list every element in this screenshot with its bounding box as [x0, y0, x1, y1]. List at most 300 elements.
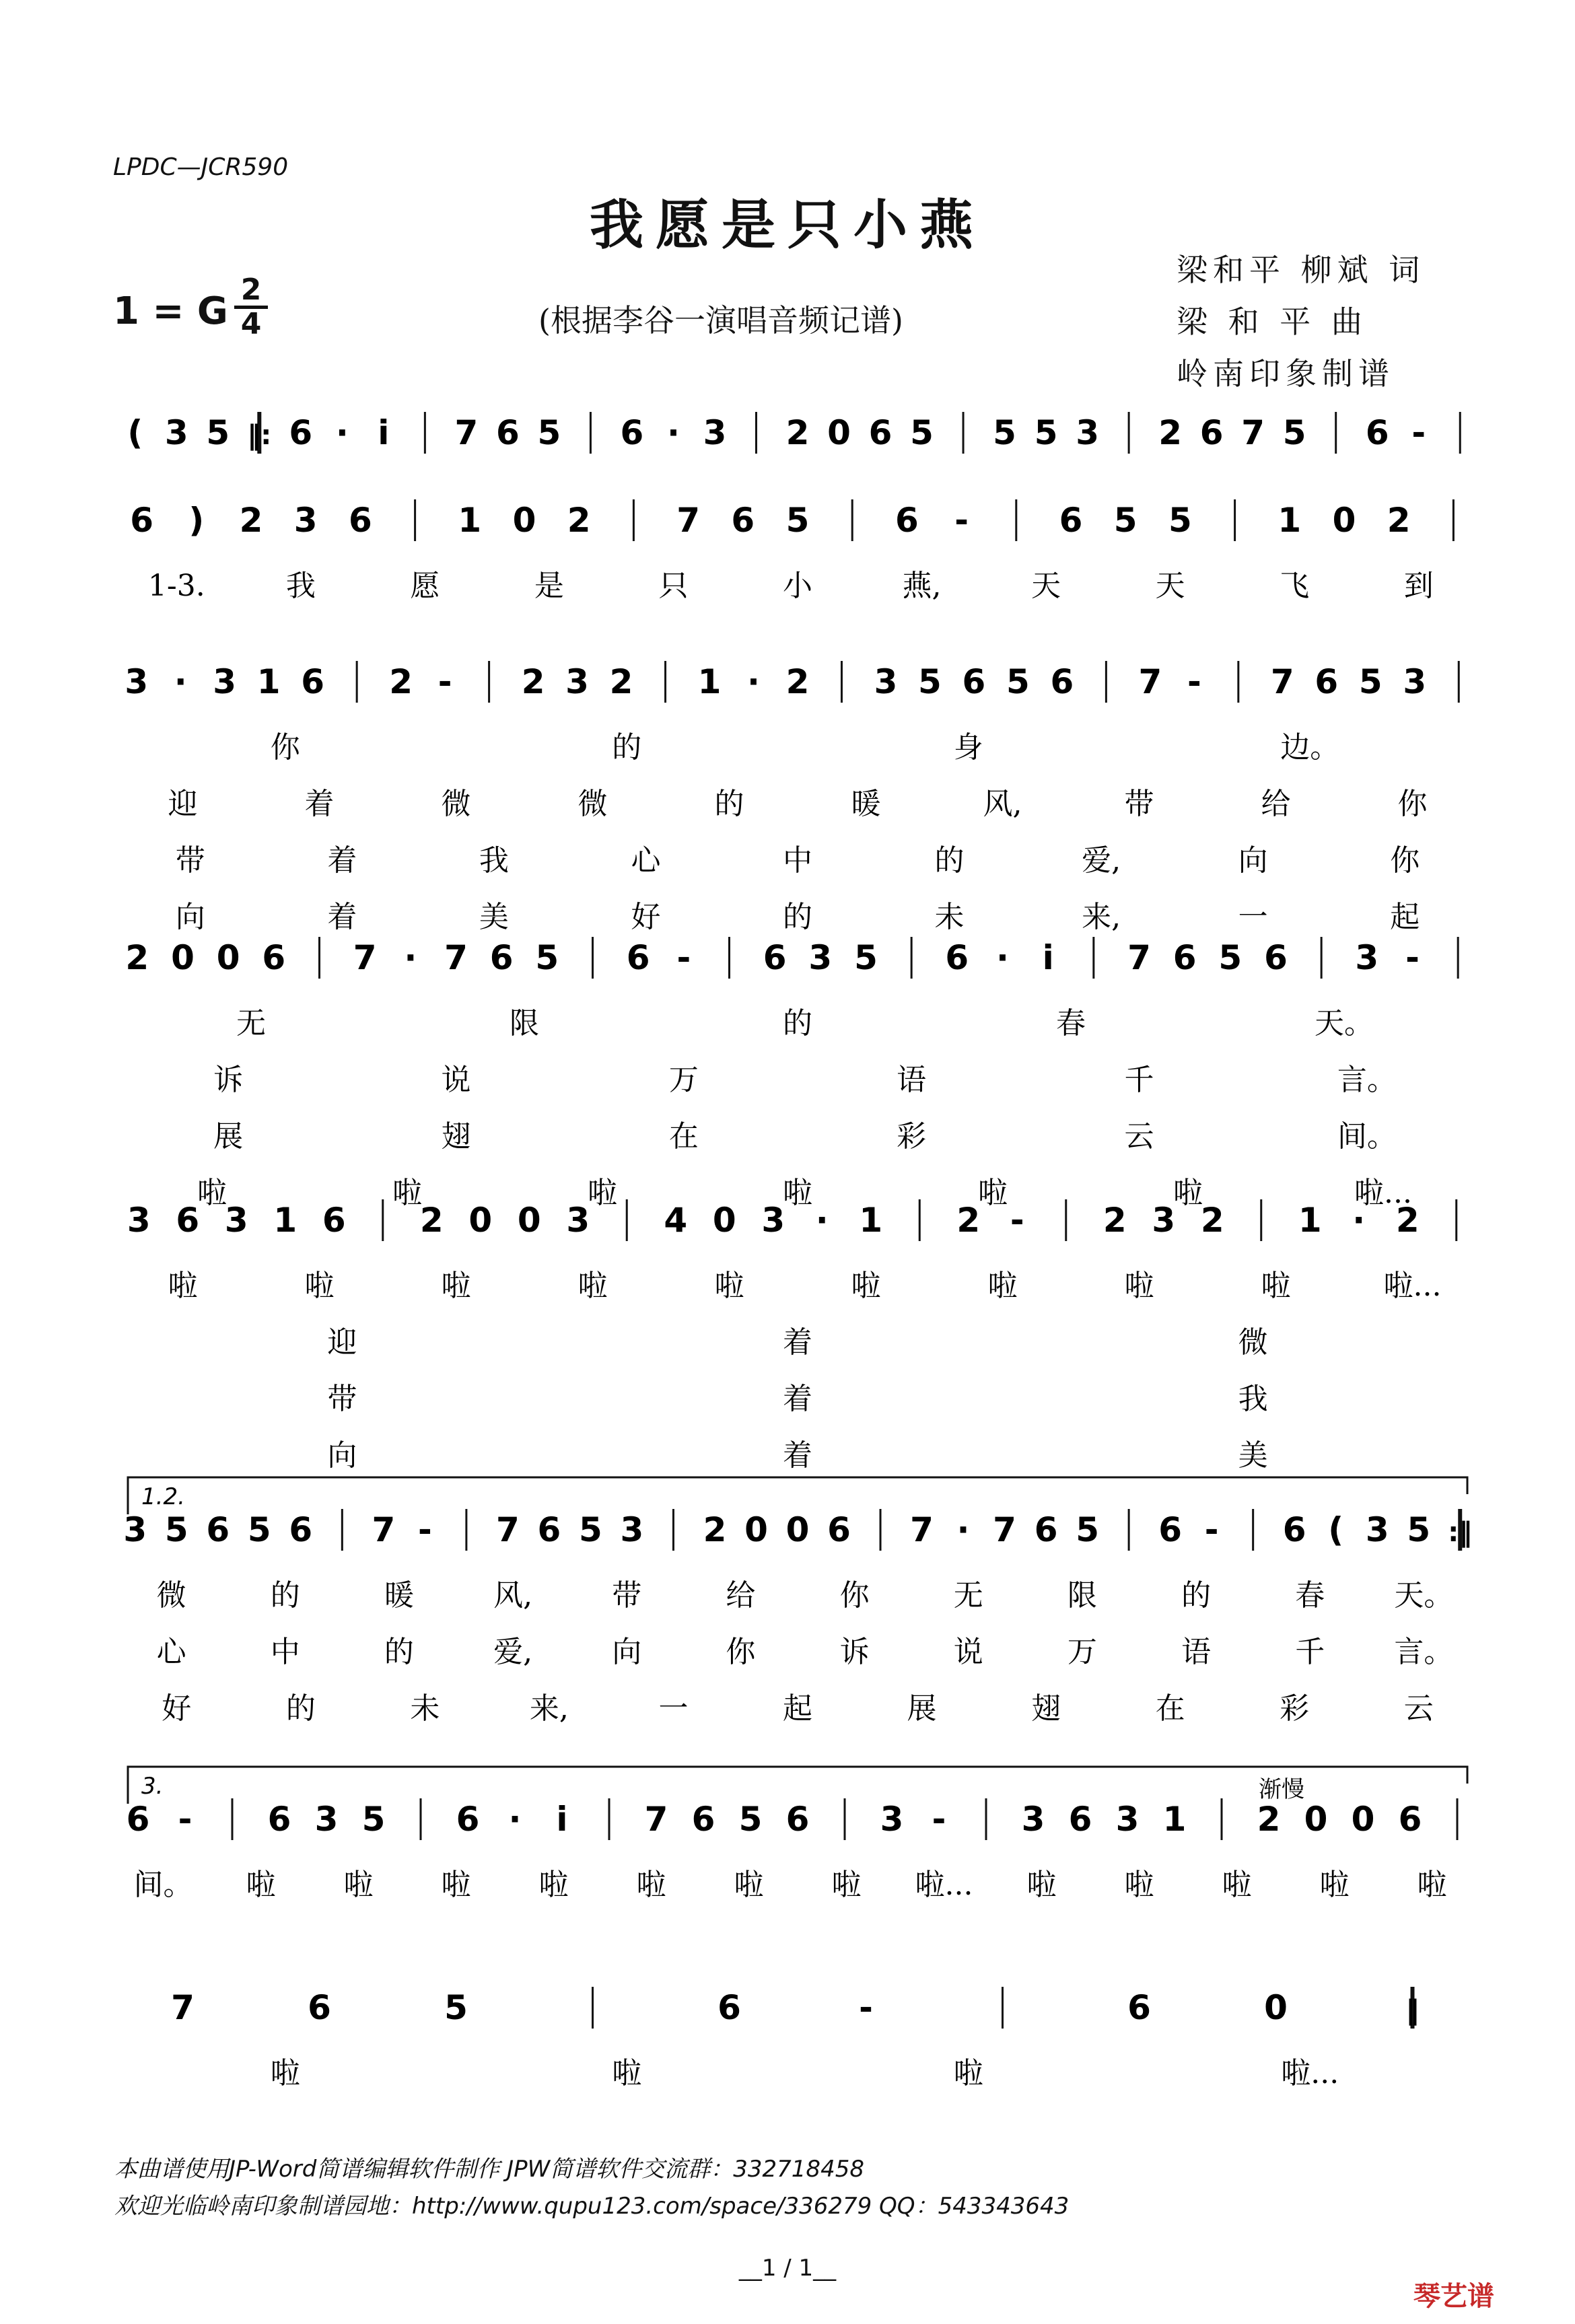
lyric-syllable: 云 — [1403, 1691, 1434, 1726]
footer-line-2: 欢迎光临岭南印象制谱园地：http://www.qupu123.com/space/336279 QQ：543343643 — [114, 2193, 1070, 2220]
lyric-syllable: 春 — [1295, 1578, 1325, 1613]
note: - — [1187, 662, 1201, 701]
lyric-syllable: 向 — [327, 1438, 357, 1473]
lyric-syllable: 啦 — [270, 2056, 300, 2090]
note: 7 — [1138, 662, 1162, 701]
note: 0 — [1264, 1988, 1288, 2027]
lyric-syllable: 啦 — [441, 1269, 471, 1303]
lyric-syllable: 着 — [783, 1382, 812, 1416]
note: 7 — [676, 501, 700, 540]
note: 1 — [859, 1201, 883, 1240]
lyric-syllable: 只 — [658, 569, 689, 603]
note: · — [508, 1800, 522, 1839]
lyric-syllable: 啦 — [197, 1176, 227, 1210]
lyric-syllable: 言。 — [1337, 1063, 1397, 1097]
note: 3 — [1152, 1201, 1176, 1240]
note: 5 — [1282, 413, 1306, 452]
lyric-syllable: 啦 — [987, 1269, 1018, 1303]
note: 2 — [1257, 1800, 1281, 1839]
note: 3 — [1076, 413, 1100, 452]
note: 6 — [1059, 501, 1083, 540]
note: 5 — [738, 1800, 763, 1839]
note: 7 — [495, 1510, 520, 1549]
time-signature-top: 2 — [240, 273, 262, 307]
page-number: __1 / 1__ — [738, 2255, 837, 2282]
note: 6 — [962, 662, 986, 701]
note: 6 — [206, 1510, 230, 1549]
note: 6 — [1158, 1510, 1183, 1549]
lyric-syllable: 的 — [783, 900, 812, 934]
note: 3 — [1115, 1800, 1140, 1839]
note: 0 — [785, 1510, 810, 1549]
lyric-syllable: 天。 — [1394, 1578, 1454, 1613]
note: 6 — [626, 938, 650, 977]
note: 6 — [289, 413, 313, 452]
lyric-syllable: 的 — [384, 1635, 414, 1669]
note: 5 — [1113, 501, 1138, 540]
note: · — [666, 413, 680, 452]
lyric-syllable: 着 — [327, 843, 357, 878]
lyric-syllable: 语 — [1181, 1635, 1212, 1669]
lyric-syllable: 美 — [1238, 1438, 1268, 1473]
note: 7 — [1127, 938, 1151, 977]
note: 2 — [1158, 413, 1183, 452]
lyric-syllable: 诉 — [839, 1635, 870, 1669]
note: 6 — [731, 501, 755, 540]
note: 1 — [273, 1201, 298, 1240]
lyric-syllable: 着 — [783, 1438, 812, 1473]
lyric-syllable: 啦 — [343, 1868, 374, 1902]
note: 3 — [1403, 662, 1427, 701]
note: - — [1204, 1510, 1219, 1549]
note: 6 — [945, 938, 969, 977]
note: - — [417, 1510, 432, 1549]
note: 0 — [712, 1201, 736, 1240]
lyric-syllable: 啦... — [1354, 1176, 1412, 1210]
note: 6 — [1034, 1510, 1058, 1549]
lyric-syllable: 啦... — [915, 1868, 973, 1902]
note: 1 — [1298, 1201, 1322, 1240]
note: - — [1405, 938, 1420, 977]
lyric-syllable: 间。 — [1337, 1119, 1397, 1154]
note: 6 — [1127, 1988, 1151, 2027]
note: 0 — [744, 1510, 768, 1549]
lyric-syllable: 啦 — [612, 2056, 642, 2090]
note: 2 — [419, 1201, 444, 1240]
note: 6 — [1398, 1800, 1422, 1839]
lyric-syllable: 在 — [668, 1119, 699, 1154]
lyric-syllable: 你 — [270, 730, 300, 765]
lyric-syllable: 的 — [612, 730, 642, 765]
note: 5 — [785, 501, 810, 540]
note: 0 — [1332, 501, 1356, 540]
note: i — [1042, 938, 1054, 977]
note: 5 — [910, 413, 934, 452]
lyric-syllable: 到 — [1403, 569, 1434, 603]
score-code: LPDC—JCR590 — [113, 153, 289, 181]
volta-label: 1.2. — [141, 1483, 185, 1510]
note: 2 — [609, 662, 633, 701]
lyric-syllable: 的 — [285, 1691, 316, 1726]
lyric-syllable: 的 — [270, 1578, 300, 1613]
lyric-syllable: 微 — [156, 1578, 186, 1613]
lyric-syllable: 一 — [1238, 900, 1268, 934]
note: - — [1411, 413, 1426, 452]
note: 3 — [703, 413, 727, 452]
note: 6 — [301, 662, 325, 701]
lyric-syllable: 无 — [953, 1578, 983, 1613]
lyric-syllable: 中 — [783, 843, 812, 878]
lyric-syllable: 啦 — [714, 1269, 744, 1303]
note: 7 — [171, 1988, 195, 2027]
note: 0 — [517, 1201, 541, 1240]
time-signature-bottom: 4 — [240, 307, 262, 341]
note: 0 — [1304, 1800, 1328, 1839]
note: 7 — [910, 1510, 934, 1549]
note: · — [815, 1201, 829, 1240]
lyric-syllable: 啦 — [538, 1868, 569, 1902]
note: 6 — [827, 1510, 851, 1549]
note: 7 — [644, 1800, 668, 1839]
lyric-syllable: 来, — [1082, 900, 1121, 934]
lyric-syllable: 向 — [612, 1635, 642, 1669]
note: 6 — [691, 1800, 715, 1839]
note: 3 — [566, 1201, 590, 1240]
lyric-syllable: 啦 — [636, 1868, 666, 1902]
note: 0 — [171, 938, 195, 977]
note: 2 — [956, 1201, 981, 1240]
lyric-syllable: 着 — [783, 1325, 812, 1360]
note: 6 — [1050, 662, 1074, 701]
lyric-syllable: 说 — [441, 1063, 471, 1097]
note: 2 — [1200, 1201, 1224, 1240]
note: 3 — [761, 1201, 785, 1240]
note: 6 — [1365, 413, 1389, 452]
lyric-syllable: 语 — [897, 1063, 927, 1097]
lyric-syllable: 飞 — [1280, 569, 1310, 603]
lyric-syllable: 我 — [479, 843, 509, 878]
lyric-syllable: 微 — [578, 787, 608, 821]
lyric-syllable: 限 — [1067, 1578, 1097, 1613]
lyric-syllable: 春 — [1056, 1006, 1086, 1041]
note: ( — [1328, 1510, 1344, 1549]
lyric-syllable: 啦 — [246, 1868, 276, 1902]
lyric-syllable: 你 — [1397, 787, 1428, 821]
note: 3 — [565, 662, 589, 701]
lyric-syllable: 啦 — [783, 1176, 812, 1210]
lyric-syllable: 微 — [441, 787, 471, 821]
note: 5 — [993, 413, 1016, 452]
note: 2 — [1387, 501, 1411, 540]
lyric-syllable: 爱, — [1082, 843, 1121, 878]
lyric-syllable: 我 — [285, 569, 316, 603]
lyric-syllable: 啦 — [978, 1176, 1008, 1210]
lyric-syllable: 你 — [1390, 843, 1420, 878]
lyric-syllable: 啦 — [1026, 1868, 1057, 1902]
lyric-syllable: 天 — [1155, 569, 1185, 603]
lyric-syllable: 千 — [1295, 1635, 1325, 1669]
lyric-syllable: 啦 — [734, 1868, 764, 1902]
lyric-syllable: 万 — [668, 1063, 699, 1097]
note: 3 — [1365, 1510, 1389, 1549]
lyric-syllable: 带 — [1124, 787, 1154, 821]
note: 3 — [1355, 938, 1379, 977]
lyric-syllable: 诉 — [213, 1063, 244, 1097]
lyric-syllable: 无 — [236, 1006, 266, 1041]
lyric-syllable: 暖 — [384, 1578, 414, 1613]
note: 7 — [372, 1510, 396, 1549]
lyric-syllable: 是 — [534, 569, 564, 603]
note: 5 — [537, 413, 561, 452]
lyric-syllable: 啦 — [831, 1868, 862, 1902]
subtitle: (根据李谷一演唱音频记谱) — [538, 302, 903, 339]
footer-line-1: 本曲谱使用JP-Word简谱编辑软件制作 JPW简谱软件交流群：332718458 — [114, 2156, 864, 2183]
note: 6 — [267, 1800, 291, 1839]
lyric-syllable: 暖 — [851, 787, 881, 821]
note: 3 — [314, 1800, 339, 1839]
note: - — [676, 938, 691, 977]
note: 6 — [130, 501, 153, 540]
note: 2 — [785, 413, 810, 452]
lyric-syllable: 着 — [304, 787, 335, 821]
lyric-syllable: 未 — [410, 1691, 440, 1726]
note: 5 — [1358, 662, 1382, 701]
repeat-sign: ‖ — [1405, 1995, 1420, 2026]
tempo-mark: 渐慢 — [1259, 1776, 1304, 1803]
note: - — [438, 662, 452, 701]
song-title: 我愿是只小燕 — [590, 193, 985, 256]
note: 5 — [1006, 662, 1030, 701]
lyric-syllable: 愿 — [410, 569, 440, 603]
lyric-syllable: 给 — [726, 1578, 756, 1613]
note: 6 — [456, 1800, 480, 1839]
note: · — [174, 662, 187, 701]
lyric-syllable: 的 — [934, 843, 965, 878]
note: ( — [127, 413, 143, 452]
note: 6 — [868, 413, 893, 452]
note: 3 — [293, 501, 318, 540]
lyric-syllable: 啦 — [1261, 1269, 1291, 1303]
note: i — [378, 413, 390, 452]
lyric-syllable: 心 — [631, 843, 661, 878]
note: - — [859, 1988, 873, 2027]
repeat-sign: :‖ — [1448, 1517, 1473, 1548]
lyric-syllable: 迎 — [168, 787, 198, 821]
note: 2 — [1102, 1201, 1127, 1240]
note: 5 — [1218, 938, 1242, 977]
note: 7 — [1241, 413, 1265, 452]
note: · — [1352, 1201, 1366, 1240]
lyric-syllable: 间。 — [133, 1868, 193, 1902]
lyric-syllable: 说 — [953, 1635, 983, 1669]
note: 5 — [579, 1510, 602, 1549]
lyric-syllable: 爱, — [493, 1635, 533, 1669]
note: 3 — [808, 938, 833, 977]
note: 1 — [697, 662, 722, 701]
note: 5 — [854, 938, 878, 977]
note: 6 — [489, 938, 514, 977]
note: 5 — [361, 1800, 386, 1839]
note: 5 — [444, 1988, 468, 2027]
lyric-syllable: 啦 — [1124, 1868, 1154, 1902]
lyric-syllable: 的 — [1181, 1578, 1212, 1613]
note: 1 — [1278, 501, 1302, 540]
note: 3 — [620, 1510, 644, 1549]
lyric-syllable: 展 — [907, 1691, 937, 1726]
lyric-syllable: 啦 — [578, 1269, 608, 1303]
lyric-syllable: 天。 — [1315, 1006, 1374, 1041]
lyric-syllable: 未 — [934, 900, 965, 934]
lyric-syllable: 言。 — [1394, 1635, 1454, 1669]
note: 2 — [567, 501, 591, 540]
credit-composer: 梁 和 平 曲 — [1177, 304, 1368, 340]
lyric-syllable: 起 — [783, 1691, 812, 1726]
lyric-syllable: 啦 — [1173, 1176, 1203, 1210]
note: 7 — [1270, 662, 1294, 701]
lyric-syllable: 彩 — [897, 1119, 927, 1154]
lyric-syllable: 限 — [510, 1006, 539, 1041]
note: · — [996, 938, 1009, 977]
lyric-syllable: 啦 — [953, 2056, 983, 2090]
lyric-syllable: 啦... — [1281, 2056, 1339, 2090]
note: 6 — [785, 1800, 810, 1839]
note: - — [178, 1800, 193, 1839]
note: · — [404, 938, 417, 977]
lyric-syllable: 啦 — [1319, 1868, 1350, 1902]
lyric-syllable: 来, — [529, 1691, 569, 1726]
lyric-syllable: 带 — [327, 1382, 357, 1416]
note: 5 — [1407, 1510, 1431, 1549]
lyric-syllable: 在 — [1155, 1691, 1185, 1726]
volta-label: 3. — [141, 1773, 164, 1800]
credit-arranger: 岭南印象制谱 — [1177, 355, 1395, 392]
note: 3 — [127, 1201, 151, 1240]
lyric-syllable: 啦 — [304, 1269, 335, 1303]
note: 5 — [1034, 413, 1058, 452]
note: - — [954, 501, 969, 540]
note: 2 — [239, 501, 263, 540]
note: 3 — [123, 1510, 147, 1549]
lyric-syllable: 1-3. — [147, 569, 205, 603]
note: 3 — [1021, 1800, 1045, 1839]
note: 6 — [1172, 938, 1197, 977]
lyric-syllable: 好 — [162, 1691, 192, 1726]
lyric-syllable: 的 — [714, 787, 744, 821]
lyric-syllable: 展 — [213, 1119, 244, 1154]
note: 5 — [535, 938, 559, 977]
lyric-syllable: 万 — [1067, 1635, 1097, 1669]
lyric-syllable: 风, — [493, 1578, 533, 1613]
lyric-syllable: 迎 — [327, 1325, 357, 1360]
note: 5 — [918, 662, 942, 701]
note: 2 — [785, 662, 810, 701]
note: 7 — [454, 413, 479, 452]
note: 6 — [176, 1201, 200, 1240]
note: 6 — [262, 938, 286, 977]
lyric-syllable: 翅 — [441, 1119, 471, 1154]
lyric-syllable: 边。 — [1280, 730, 1340, 765]
lyric-syllable: 带 — [612, 1578, 642, 1613]
note: 5 — [247, 1510, 271, 1549]
note: ) — [188, 501, 205, 540]
lyric-syllable: 起 — [1390, 900, 1420, 934]
credit-lyricist: 梁和平 柳斌 词 — [1177, 252, 1426, 288]
note: 1 — [1162, 1800, 1187, 1839]
note: · — [747, 662, 761, 701]
lyric-syllable: 好 — [631, 900, 661, 934]
note: 3 — [874, 662, 898, 701]
note: 1 — [256, 662, 281, 701]
note: 6 — [322, 1201, 346, 1240]
note: 6 — [1264, 938, 1288, 977]
note: 6 — [289, 1510, 313, 1549]
note: 5 — [164, 1510, 188, 1549]
note: 6 — [718, 1988, 741, 2027]
note: 3 — [164, 413, 188, 452]
note: 2 — [125, 938, 149, 977]
lyric-syllable: 啦 — [1124, 1269, 1154, 1303]
note: 6 — [763, 938, 787, 977]
lyric-syllable: 啦 — [588, 1176, 617, 1210]
note: 6 — [1282, 1510, 1306, 1549]
note: 6 — [349, 501, 372, 540]
lyric-syllable: 风, — [983, 787, 1022, 821]
lyric-syllable: 千 — [1124, 1063, 1154, 1097]
lyric-syllable: 彩 — [1280, 1691, 1310, 1726]
note: 6 — [1068, 1800, 1092, 1839]
note: 5 — [1076, 1510, 1100, 1549]
note: 2 — [703, 1510, 727, 1549]
note: · — [956, 1510, 970, 1549]
lyric-syllable: 给 — [1261, 787, 1291, 821]
note: 3 — [224, 1201, 248, 1240]
lyric-syllable: 啦 — [851, 1269, 881, 1303]
note: i — [556, 1800, 568, 1839]
lyric-syllable: 微 — [1238, 1325, 1268, 1360]
lyric-syllable: 啦... — [1383, 1269, 1442, 1303]
lyric-syllable: 着 — [327, 900, 357, 934]
lyric-syllable: 身 — [953, 730, 983, 765]
note: 6 — [537, 1510, 561, 1549]
note: 3 — [125, 662, 149, 701]
note: 2 — [389, 662, 413, 701]
site-logo: 琴艺谱 — [1413, 2281, 1494, 2312]
key-signature: 1 = G — [113, 289, 228, 333]
note: 3 — [880, 1800, 904, 1839]
lyric-syllable: 你 — [839, 1578, 870, 1613]
note: 7 — [353, 938, 377, 977]
lyric-syllable: 翅 — [1031, 1691, 1061, 1726]
note: 5 — [206, 413, 230, 452]
lyric-syllable: 天 — [1031, 569, 1061, 603]
note: 0 — [216, 938, 240, 977]
lyric-syllable: 我 — [1238, 1382, 1268, 1416]
note: - — [932, 1800, 946, 1839]
note: 7 — [444, 938, 468, 977]
lyric-syllable: 美 — [479, 900, 509, 934]
lyric-syllable: 小 — [783, 569, 812, 603]
lyric-syllable: 心 — [156, 1635, 186, 1669]
lyric-syllable: 带 — [175, 843, 205, 878]
note: 6 — [895, 501, 919, 540]
volta-bracket — [128, 1477, 1467, 1514]
lyric-syllable: 向 — [175, 900, 205, 934]
note: 6 — [1315, 662, 1339, 701]
note: 6 — [620, 413, 644, 452]
lyric-syllable: 啦 — [1222, 1868, 1252, 1902]
note: 6 — [495, 413, 520, 452]
lyric-syllable: 向 — [1238, 843, 1268, 878]
